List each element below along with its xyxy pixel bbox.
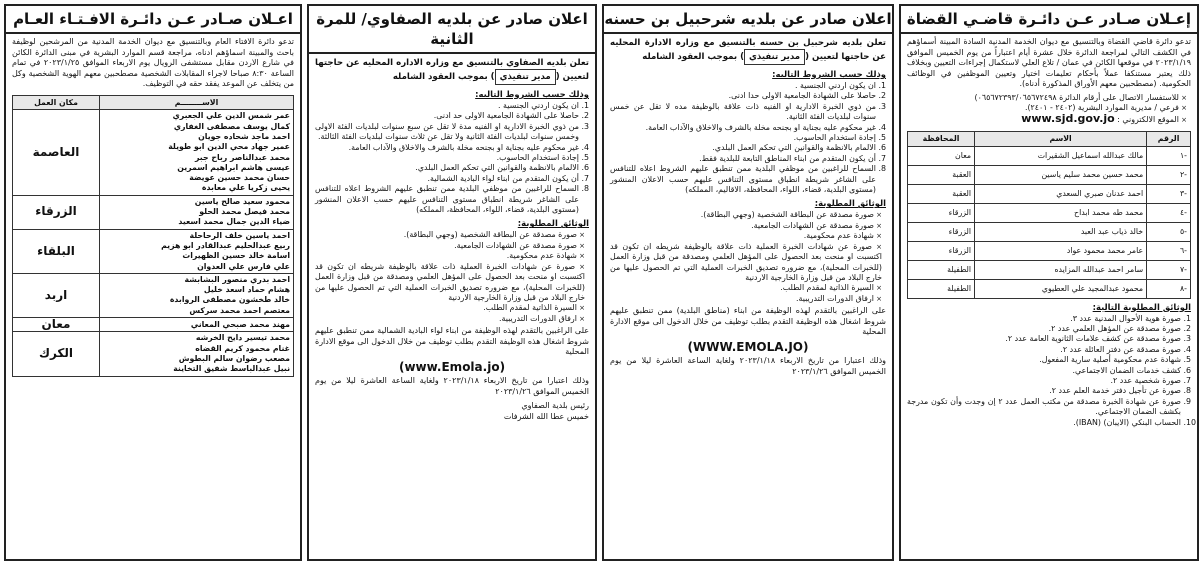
conditions-heading: وذلك حسب الشروط التاليه:: [475, 89, 589, 99]
conditions-heading: وذلك حسب الشروط التاليه:: [772, 69, 886, 79]
ad-safawi-municipality: [307, 4, 597, 561]
signature-name: خميس عطا الله الشرفات: [503, 412, 589, 422]
ad-intro: تعلن بلديه شرحبيل بن حسنه بالتنسيق مع وزاره الادارة المحليه عن حاجتها لتعيين (مدير تنفيذي) بموجب العقود الشامله: [610, 37, 886, 65]
column-header: الرقم: [1147, 132, 1191, 146]
table-row: -٥ خالد ذياب عبد العبد الزرقاء: [908, 222, 1191, 241]
apply-note: على الراغبين بالتقدم لهذه الوظيفة من ابناء (مناطق البلدية) ممن تنطبق عليهم شروط اشغال هذه الوظيفة التقدم بطلب توظيف من خلال الدخول الى موقع الادارة المحلية: [610, 306, 886, 337]
table-row: -٢ محمد حسين محمد سليم ياسين العقبة: [908, 165, 1191, 184]
table-row: محمود سعيد صالح ياسين محمد فيصل محمد الحلو ضياء الدين جمال محمد اسعيد الزرقاء: [13, 195, 294, 229]
conditions-list: 1. ان يكون اردني الجنسية . 2. حاصلا على الشهادة الجامعية الاولى حد ادنى. 3. من ذوي الخبرة الادارية او الفنيه مدة لا تقل عن سبع سنوات لبلديات الفئة الاولى وخمس سنوات لبلديات الفئة الثانية ولا تقل عن ثلاث سنوات لبلديات الفئة الثالثة. 4. غير محكوم عليه بجناية او بجنحه مخلة بالشرف والاخلاق والآداب العامة. 5. إجادة استخدام الحاسوب. 6. الالمام بالانظمة والقوانين التي تحكم العمل البلدي. 7. أن يكون المتقدم من ابناء لواء البادية الشمالية. 8. السماح للراغبين من موظفي البلدية ممن تنطبق عليهم الشروط اعلاه للتنافس على الشاغر شريطة انطباق مستوى التنافس عليهم حسب الاعلان المنشور (مستوى البلدية، قضاء، اللواء، المحافظة، المملكه): [315, 101, 589, 215]
column-header: الاسم: [975, 132, 1147, 146]
table-row: مهند محمد صبحي المعاني معان: [13, 318, 294, 332]
docs-list: × صورة مصدقة عن البطاقة الشخصية (وجهي البطاقة). × صورة مصدقة عن الشهادات الجامعية. × شهادة عدم محكومية. × صورة عن شهادات الخبرة العملية ذات علاقة بالوظيفة شريطه ان تكون قد اكتسبت او منحت بعد الحصول على المؤهل العلمي ومصدقة من قبل وزارة العمل (للخبرات المحلية)، مع ضروره تصديق الخبرات العملية التي تم الحصول عليها من خارج البلاد من قبل وزارة الخارجية الاردنية × السيرة الذاتية لمقدم الطلب. × ارفاق الدورات التدريبية.: [315, 230, 589, 324]
table-row: محمد تيسير دايح الخرشه غنام محمود كريم القضاه مصعب رضوان سالم البطوش نبيل عبدالباسط شفيق التخاينة الكرك: [13, 332, 294, 376]
table-row: احمد بدري منصور البشابشة هشام حماد اسعد خليل خالد طخشون مصطفى الروابدة معتصم احمد محمد سركس اربد: [13, 273, 294, 317]
table-row: -٦ عامر محمد محمود عواد الزرقاء: [908, 241, 1191, 260]
website-url[interactable]: (www.Emola.jo): [398, 359, 506, 374]
workplace-cell: العاصمة: [13, 110, 100, 195]
ad-chief-justice: [899, 4, 1199, 561]
table-row: -٤ محمد طه محمد ابداح الزرقاء: [908, 203, 1191, 222]
website-label: الموقع الالكتروني :: [1117, 114, 1179, 124]
table-row: -١ مالك عبدالله اسماعيل الشقيرات معان: [908, 146, 1191, 165]
ad-title: اعلان صادر عن بلديه الصفاوي/ للمرة الثانية: [309, 9, 595, 54]
ad-intro: تعلن بلديه الصفاوي بالتنسيق مع وزاره الاداره المحليه عن حاجتها لتعيين (مدير تنفيذي) بموجب العقود الشامله: [315, 57, 589, 85]
workplace-cell: البلقاء: [13, 229, 100, 273]
column-header: المحافظة: [908, 132, 975, 146]
workplace-cell: معان: [13, 318, 100, 332]
closing-text: وذلك اعتبارا من تاريخ الاربعاء ٢٠٢٣/١/١٨ ولغاية الساعة العاشرة ليلا من يوم الخميس الموافق ٢٠٢٣/١/٢٦: [315, 375, 589, 396]
column-header: مكان العمل: [13, 95, 100, 109]
website-url[interactable]: www.sjd.gov.jo: [1021, 111, 1115, 125]
table-row: احمد ياسين خلف الرحاحلة ربيع عبدالحليم عبدالقادر ابو هزيم اسامة خالد حسين الظهيرات علي فارس علي العدوان البلقاء: [13, 229, 294, 273]
workplace-cell: الزرقاء: [13, 195, 100, 229]
column-header: الاســــــــم: [100, 95, 294, 109]
contact-line: × فرعي / مديرية الموارد البشرية (٢٤٠٢ - ٢٤٠١).: [907, 103, 1187, 113]
ad-intro: تدعو دائرة الافتاء العام وبالتنسيق مع ديوان الخدمة المدنية من المرشحين لوظيفة باحث والمبينة اسماؤهم ادناه، مراجعة قسم الموارد البشرية في مبنى الدائرة الكائن في شارع الاردن مقابل مستشفى الرويال يوم الاربعاء الموافق ٢٠٢٣/١/٢٥ في تمام الساعة ٨:٣٠ صباحا لاجراء المقابلات الشخصية مصطحبين معهم الهوية الشخصية وكل من يتخلف عن الموعد يفقد حقه في التوظيف.: [12, 37, 295, 89]
ad-title: اعـلان صـادر عـن دائـرة الافـتـاء العـام: [6, 9, 300, 34]
docs-list: × صورة مصدقة عن البطاقة الشخصية (وجهي البطاقة). × صورة مصدقة عن الشهادات الجامعية. × شهادة عدم محكومية. × صورة عن شهادات الخبرة العملية ذات علاقة بالوظيفة شريطه ان تكون قد اكتسبت او منحت بعد الحصول على المؤهل العلمي ومصدقة من قبل وزارة العمل (للخبرات المحلية)، مع ضروره تصديق الخبرات العملية التي تم الحصول عليها من خارج البلاد من قبل وزارة الخارجية الاردنية × السيرة الذاتية لمقدم الطلب. × ارفاق الدورات التدريبية.: [610, 210, 886, 304]
website-line: [907, 111, 1187, 125]
table-row: عمر شمس الدين علي الجعبري كمال يوسف مصطفى الغفاري احمد ماجد شحاده جويان عمير جهاد محي الدين ابو طويلة محمد عبدالناصر رباح جبر عيسى هاشم ابراهيم اسمرين حسان محمد حسين عويضة يحيى زكريا علي معابدة العاصمة: [13, 110, 294, 195]
table-row: -٨ محمود عبدالمجيد علي العطيوي الطفيلة: [908, 279, 1191, 298]
conditions-list: 1. ان يكون اردني الجنسية . 2. حاصلا على الشهادة الجامعية الاولى حدا ادنى. 3. من ذوي الخبرة الادارية او الفنيه ذات علاقة بالوظيفة مده لا تقل عن خمس سنوات لبلديات الفئة الثانية. 4. غير محكوم عليه بجناية او بجنحه مخلة بالشرف والاخلاق والآداب العامة. 5. إجادة استخدام الحاسوب. 6. الالمام بالانظمة والقوانين التي تحكم العمل البلدي. 7. أن يكون المتقدم من ابناء المناطق التابعة للبلدية فقط. 8. السماح للراغبين من موظفي البلدية ممن تنطبق عليهم الشروط اعلاه للتنافس على الشاغر شريطة انطباق مستوى التنافس عليهم حسب الاعلان المنشور (مستوى البلدية، قضاء، اللواء، المحافظة، الاقاليم، المملكه): [610, 81, 886, 195]
table-row: -٣ احمد عدنان صبري السعدي العقبة: [908, 184, 1191, 203]
apply-note: على الراغبين بالتقدم لهذه الوظيفة من ابناء لواء البادية الشمالية ممن تنطبق عليهم شروط اشغال هذه الوظيفة التقدم بطلب توظيف من خلال الدخول الى موقع الادارة المحلية: [315, 326, 589, 357]
closing-text: وذلك اعتبارا من تاريخ الاربعاء ٢٠٢٣/١/١٨ ولغاية الساعة العاشرة ليلا من يوم الخميس الموافق ٢٠٢٣/١/٢٦: [610, 355, 886, 376]
docs-list: 1. صورة هوية الأحوال المدنية عدد ٣. 2. صورة مصدقة عن المؤهل العلمي عدد ٢. 3. صورة مصدقة عن كشف علامات الثانوية العامة عدد ٢. 4. صورة مصدقة عن دفتر العائلة عدد ٢. 5. شهادة عدم محكومية أصلية سارية المفعول. 6. كشف خدمات الضمان الاجتماعي. 7. صورة شخصية عدد ٢. 8. صورة عن تأجيل دفتر خدمة العلم عدد ٢. 9. صورة عن شهادة الخبرة مصدقة من مكتب العمل عدد ٢ إن وجدت وأن تكون مدرجة بكشف الضمان الاجتماعي. 10. الحساب البنكي (الايبان) (IBAN).: [907, 314, 1191, 428]
candidates-table: [12, 95, 294, 377]
contact-line: × للاستفسار الاتصال على أرقام الدائرة ٠٦٥٦٧٢٣٩٣/٠٦٥٦٧٢٤٩٨): [907, 93, 1187, 103]
candidates-table: [907, 131, 1191, 298]
docs-heading: الوثائق المطلوبة:: [517, 218, 589, 229]
ad-intro: تدعو دائرة قاضي القضاة وبالتنسيق مع ديوان الخدمة المدنية السادة المبينة أسماؤهم في الكشف التالي لمراجعة الدائرة خلال عشرة أيام اعتباراً من يوم الخميس الموافق ٢٠٢٣/١/١٩ في موقعها الكائن في عمان / تلاع العلي لاستكمال إجراءات التعيين وبخلاف ذلك يعتبر مستنكفا عملاً بأحكام تعليمات اختيار وتعيين الموظفين في الوظائف الحكومية. (مصطحبين معهم الأوراق المذكورة أدناه).: [907, 37, 1191, 89]
website-url[interactable]: (WWW.EMOLA.JO): [687, 339, 809, 354]
workplace-cell: الكرك: [13, 332, 100, 376]
signature-title: رئيس بلدية الصفاوي: [521, 401, 589, 411]
ad-title: إعـلان صـادر عـن دائـرة قاضـي القضاة: [901, 9, 1197, 34]
workplace-cell: اربد: [13, 273, 100, 317]
table-row: -٧ سامر احمد عبدالله المزايده الطفيلة: [908, 260, 1191, 279]
ad-iftaa-department: [4, 4, 302, 561]
docs-heading: الوثائق المطلوبة التالية:: [1092, 301, 1191, 312]
ad-title: اعلان صادر عن بلديه شرحبيل بن حسنه: [604, 9, 892, 34]
docs-heading: الوثائق المطلوبة:: [814, 198, 886, 209]
ad-shurhabil-municipality: [602, 4, 894, 561]
